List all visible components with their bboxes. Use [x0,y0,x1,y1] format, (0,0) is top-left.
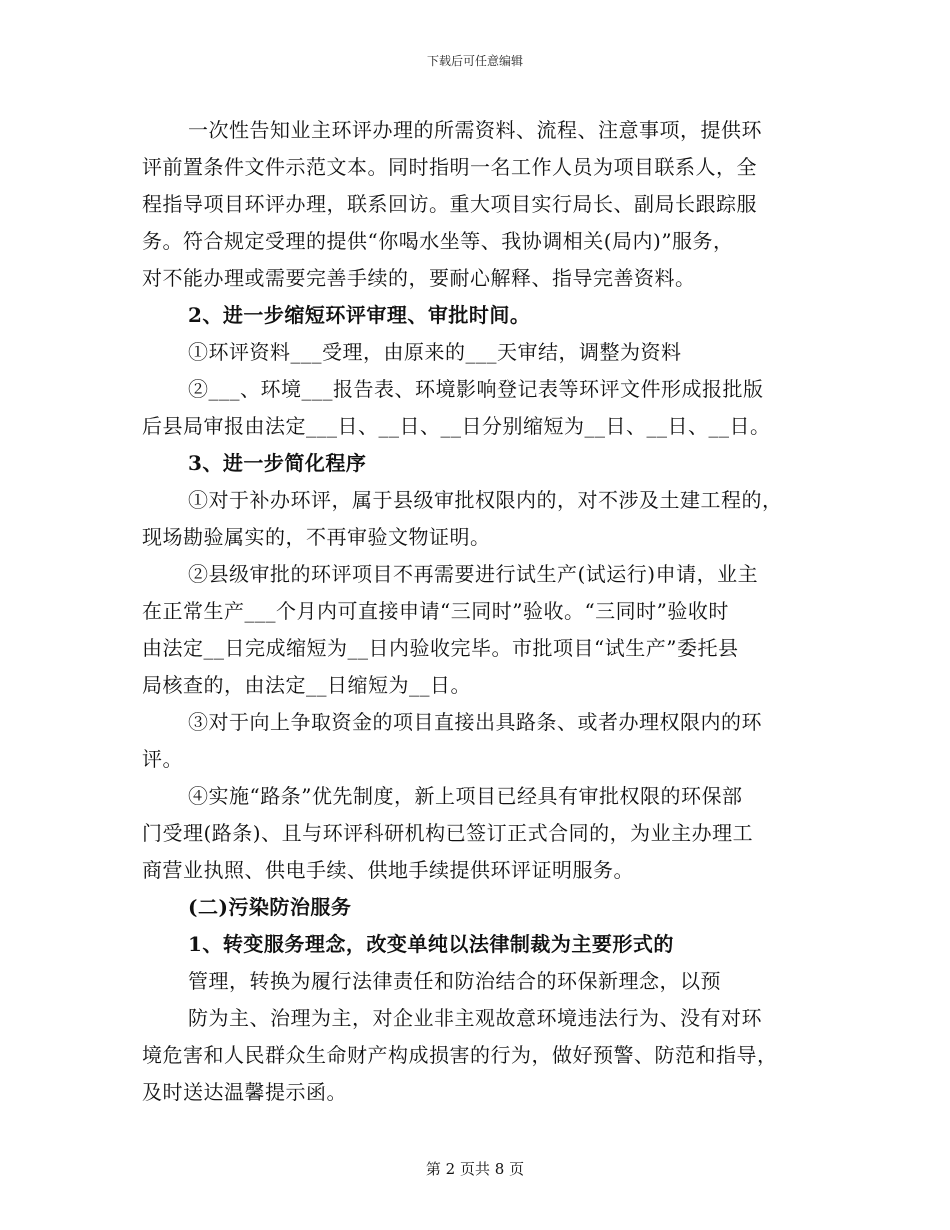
paragraph-line: 由法定__日完成缩短为__日内验收完毕。市批项目“试生产”委托县 [142,636,739,660]
paragraph-line: 评。 [142,747,183,771]
section-heading: 3、进一步简化程序 [188,451,367,475]
paragraph-line: ②___、环境___报告表、环境影响登记表等环评文件形成报批版 [188,377,764,401]
document-body [142,112,810,1111]
section-heading: (二)污染防治服务 [188,895,352,919]
paragraph-line: 在正常生产___个月内可直接申请“三同时”验收。“三同时”验收时 [142,599,729,623]
paragraph-line: ③对于向上争取资金的项目直接出具路条、或者办理权限内的环 [188,710,762,734]
paragraph-line: 及时送达温馨提示函。 [142,1080,347,1104]
paragraph-line: ②县级审批的环评项目不再需要进行试生产(试运行)申请，业主 [188,562,759,586]
paragraph-line: 后县局审报由法定___日、__日、__日分别缩短为__日、__日、__日。 [142,414,771,438]
paragraph-line: 防为主、治理为主，对企业非主观故意环境违法行为、没有对环 [188,1006,762,1030]
section-heading: 1、转变服务理念，改变单纯以法律制裁为主要形式的 [188,932,674,956]
page-footer: 第 2 页共 8 页 [425,1160,525,1178]
paragraph-line: ①对于补办环评，属于县级审批权限内的，对不涉及土建工程的， [188,488,783,512]
paragraph-line: 务。符合规定受理的提供“你喝水坐等、我协调相关(局内)”服务， [142,229,734,253]
paragraph-line: 评前置条件文件示范文本。同时指明一名工作人员为项目联系人，全 [142,155,757,179]
paragraph-line: 门受理(路条)、且与环评科研机构已签订正式合同的，为业主办理工 [142,821,754,845]
paragraph-line: 局核查的，由法定__日缩短为__日。 [142,673,471,697]
paragraph-line: 现场勘验属实的，不再审验文物证明。 [142,525,491,549]
paragraph-line: 境危害和人民群众生命财产构成损害的行为，做好预警、防范和指导， [142,1043,778,1067]
paragraph-line: 程指导项目环评办理，联系回访。重大项目实行局长、副局长跟踪服 [142,192,757,216]
paragraph-line: ①环评资料___受理，由原来的___天审结，调整为资料 [188,340,682,364]
paragraph-line: 商营业执照、供电手续、供地手续提供环评证明服务。 [142,858,634,882]
paragraph-line: 一次性告知业主环评办理的所需资料、流程、注意事项，提供环 [188,118,762,142]
paragraph-line: 对不能办理或需要完善手续的，要耐心解释、指导完善资料。 [142,266,696,290]
page-header: 下载后可任意编辑 [426,54,523,68]
paragraph-line: 管理，转换为履行法律责任和防治结合的环保新理念，以预 [188,969,721,993]
paragraph-line: ④实施“路条”优先制度，新上项目已经具有审批权限的环保部 [188,784,743,808]
section-heading: 2、进一步缩短环评审理、审批时间。 [188,303,531,327]
